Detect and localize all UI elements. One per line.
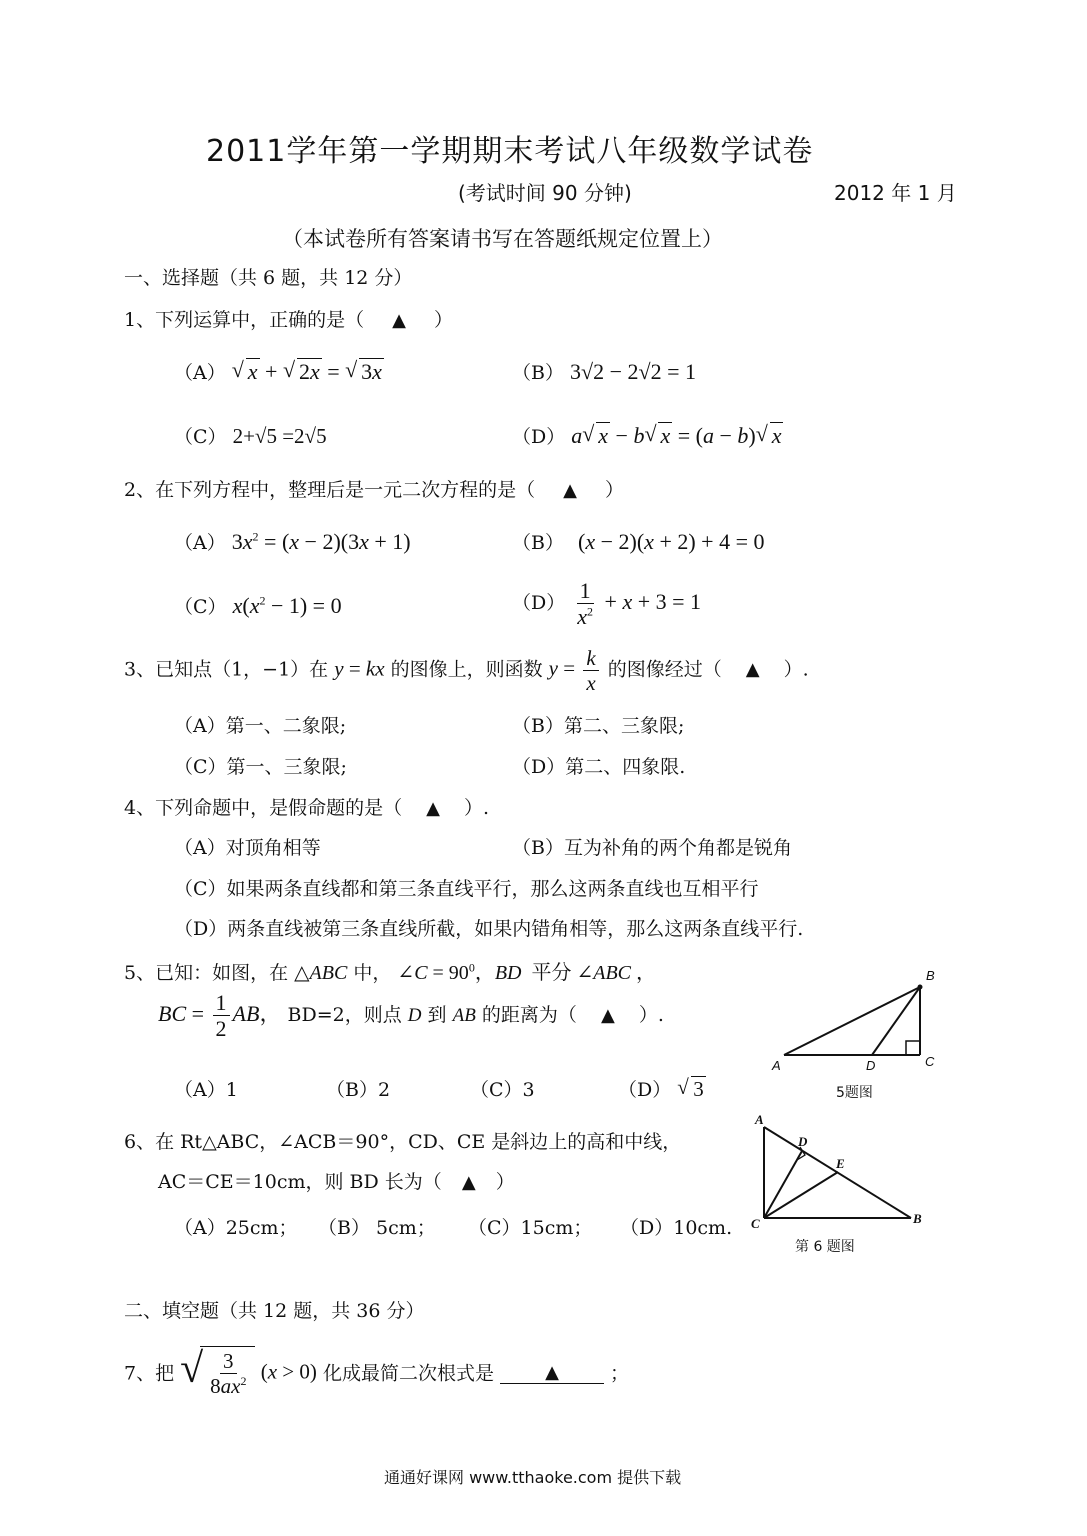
q1-stem-text: 1、下列运算中，正确的是（ [124,309,365,331]
close-paren: ） [605,479,625,501]
q3-option-a: （A）第一、二象限; [174,715,347,737]
svg-text:B: B [926,968,935,983]
svg-text:E: E [836,1156,845,1171]
q2-a-label: （A） [174,532,226,554]
close-paren-dot: ）. [638,1003,664,1026]
q7-end: ； [610,1362,630,1385]
section1-heading: 一、选择题（共 6 题，共 12 分） [124,267,413,289]
q2-c-label: （C） [174,596,227,618]
svg-text:D: D [866,1058,876,1073]
q2-option-d: （D） $\frac{1}{x^2}$ + x + 3 = 1 [512,578,702,630]
svg-text:C: C [925,1054,935,1069]
q6-stem: 6、在 Rt△ABC，∠ACB＝90°，CD、CE 是斜边上的高和中线， [124,1131,682,1153]
q1-c-label: （C） [174,426,227,448]
page-title: 2011学年第一学期期末考试八年级数学试卷 [206,134,814,169]
close-paren-dot: ）. [464,797,490,819]
q2-b-label: （B） [512,532,564,554]
section2-heading: 二、填空题（共 12 题，共 36 分） [124,1300,425,1322]
answer-mark-icon: ▲ [563,480,577,501]
close-paren: ） [434,309,454,331]
figure-6-caption: 第 6 题图 [795,1239,855,1255]
q1-b-label: （B） [512,362,564,384]
q6-option-c: （C）15cm； [468,1217,593,1239]
q5-option-d: （D） √ 3 [618,1075,706,1102]
footer-source: 通通好课网 www.tthaoke.com 提供下载 [384,1468,682,1487]
q3-option-b: （B）第二、三象限; [512,715,685,737]
q7-stem-post: 化成最简二次根式是 [322,1362,494,1385]
q4-option-b: （B）互为补角的两个角都是锐角 [512,837,792,859]
answer-mark-icon: ▲ [600,1004,615,1026]
q6-option-b: （B） 5cm； [318,1217,436,1239]
q5-option-c: （C）3 [470,1079,535,1101]
q6-stem2-text: AC＝CE＝10cm，则 BD 长为（ [158,1171,442,1193]
figure-6-triangle [745,1110,935,1235]
answer-mark-icon: ▲ [461,1172,476,1193]
close-paren: ） [495,1171,515,1193]
q1-a-label: （A） [174,362,226,384]
svg-text:A: A [755,1112,764,1127]
answer-note: （本试卷所有答案请书写在答题纸规定位置上） [282,227,723,251]
q5-stem: 5、已知：如图，在 △ABC 中， ∠C = $90^0$，BD 平分 ∠ABC ， [124,960,657,984]
svg-text:B: B [913,1211,922,1226]
q1-option-a: （A） √ x + √ 2x = √ 3x [174,358,384,385]
svg-text:A: A [772,1058,781,1073]
q6-option-a: （A）25cm； [174,1217,298,1239]
q5-bd-given: BD=2，则点 [287,1003,402,1026]
answer-mark-icon: ▲ [545,1361,559,1383]
answer-mark-icon: ▲ [426,798,440,819]
q1-d-label: （D） [512,426,566,448]
q2-stem [124,475,624,502]
close-paren-dot: ）. [783,658,809,681]
q1-c-expr: 2+√5 =2√5 [232,424,327,448]
q3-stem-mid: 的图像上，则函数 [390,658,543,681]
q4-stem-text: 4、下列命题中，是假命题的是（ [124,797,403,819]
q5-dist2: 的距离为（ [481,1003,577,1026]
answer-mark-icon: ▲ [392,310,406,331]
q1-b-expr: 3√2 − 2√2 = 1 [570,359,696,384]
q3-stem: 3、已知点（1，−1）在 y = kx 的图像上，则函数 y = $\frac{k}{x}$ 的图像经过（ ▲ ）. [124,646,809,696]
q1-stem [124,305,453,332]
q5-option-b: （B）2 [326,1079,391,1101]
q7-answer-blank[interactable] [500,1361,604,1384]
exam-time: (考试时间 90 分钟) [458,181,632,205]
q2-d-label: （D） [512,591,566,614]
q7-stem-pre: 7、把 [124,1362,175,1385]
q5-d-label: （D） [618,1079,672,1101]
q3-stem-pre: 3、已知点（1，−1）在 [124,658,329,681]
q2-option-c: （C） $x(x^2 - 1) = 0$ [174,593,342,618]
q3-option-d: （D）第二、四象限. [512,756,686,778]
q2-option-a: （A） $3x^2 = (x - 2)(3x + 1)$ [174,529,411,554]
q1-option-b [512,358,696,385]
q7-stem: 7、把 √ $\frac{3}{8ax^2}$ (x > 0) 化成最简二次根式是 ▲ ； [124,1346,630,1399]
q5-option-a: （A）1 [174,1079,238,1101]
figure-5-caption: 5题图 [836,1085,873,1101]
figure-5-triangle [760,960,950,1080]
svg-text:C: C [751,1216,760,1231]
answer-mark-icon: ▲ [745,659,760,681]
q2-stem-text: 2、在下列方程中，整理后是一元二次方程的是（ [124,479,536,501]
q3-stem-post: 的图像经过（ [607,658,722,681]
q1-option-d: （D） a√ x − b√ x = (a − b)√ x [512,422,783,449]
q5-stem-line2: BC = $\frac{1}{2}$ AB， BD=2，则点 D 到 AB 的距离为（ ▲ ）. [158,990,664,1042]
q3-option-c: （C）第一、三象限; [174,756,347,778]
exam-date: 2012 年 1 月 [834,181,957,205]
q5-dist: 到 [427,1003,447,1026]
q4-option-c: （C）如果两条直线都和第三条直线平行，那么这两条直线也互相平行 [174,878,759,900]
q5-stem-pre: 5、已知：如图，在 [124,962,289,984]
q4-option-a: （A）对顶角相等 [174,837,321,859]
q4-option-d: （D）两条直线被第三条直线所截，如果内错角相等，那么这两条直线平行. [174,918,804,940]
q4-stem [124,793,489,820]
q1-option-c [174,422,327,449]
q6-option-d: （D）10cm. [620,1217,733,1239]
svg-text:D: D [798,1134,808,1149]
q5-stem-mid: 中， [353,962,392,984]
q2-option-b: （B） (x − 2)(x + 2) + 4 = 0 [512,529,765,554]
q6-stem-line2 [158,1167,515,1194]
